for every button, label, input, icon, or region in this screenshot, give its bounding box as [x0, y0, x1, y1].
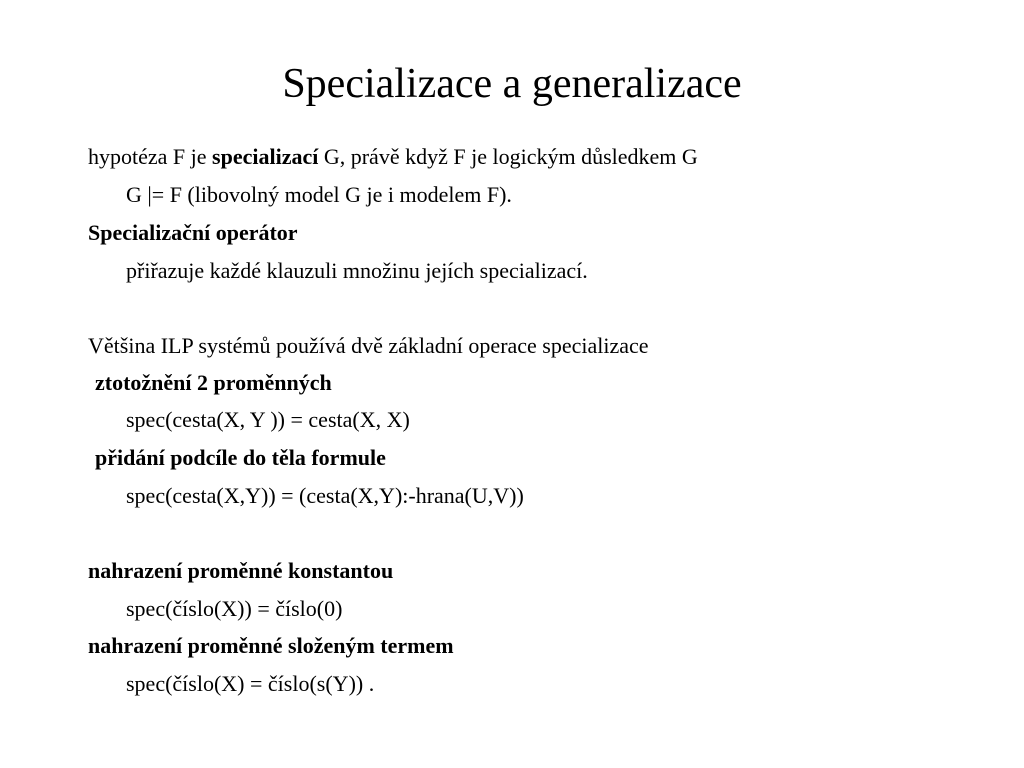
- slide-title: Specializace a generalizace: [282, 61, 742, 107]
- operation-heading-4: [88, 632, 454, 660]
- operation-heading-4-text: nahrazení proměnné složeným termem: [88, 633, 454, 658]
- operator-heading-text: Specializační operátor: [88, 220, 298, 245]
- definition-text-post: G, právě když F je logickým důsledkem G: [318, 144, 698, 169]
- operation-example-2: spec(cesta(X,Y)) = (cesta(X,Y):-hrana(U,V)): [126, 483, 524, 508]
- operation-heading-1-text: ztotožnění 2 proměnných: [95, 370, 332, 395]
- operator-heading: [88, 219, 298, 247]
- operation-heading-2-text: přidání podcíle do těla formule: [95, 445, 386, 470]
- operation-example-1: spec(cesta(X, Y )) = cesta(X, X): [126, 407, 410, 432]
- operation-example-4: spec(číslo(X) = číslo(s(Y)) .: [126, 671, 375, 696]
- operation-heading-3-text: nahrazení proměnné konstantou: [88, 558, 394, 583]
- operation-heading-1: [95, 369, 332, 397]
- operation-heading-3: [88, 557, 393, 585]
- definition-text-pre: hypotéza F je: [88, 144, 213, 169]
- definition-line: [88, 143, 698, 171]
- ilp-intro: Většina ILP systémů používá dvě základní operace specializace: [88, 333, 649, 358]
- operation-example-3: spec(číslo(X)) = číslo(0): [126, 596, 343, 621]
- operation-heading-2: [95, 444, 386, 472]
- definition-detail: G |= F (libovolný model G je i modelem F).: [126, 182, 512, 207]
- definition-term: specializací: [212, 144, 319, 169]
- operator-description: přiřazuje každé klauzuli množinu jejích specializací.: [126, 258, 588, 283]
